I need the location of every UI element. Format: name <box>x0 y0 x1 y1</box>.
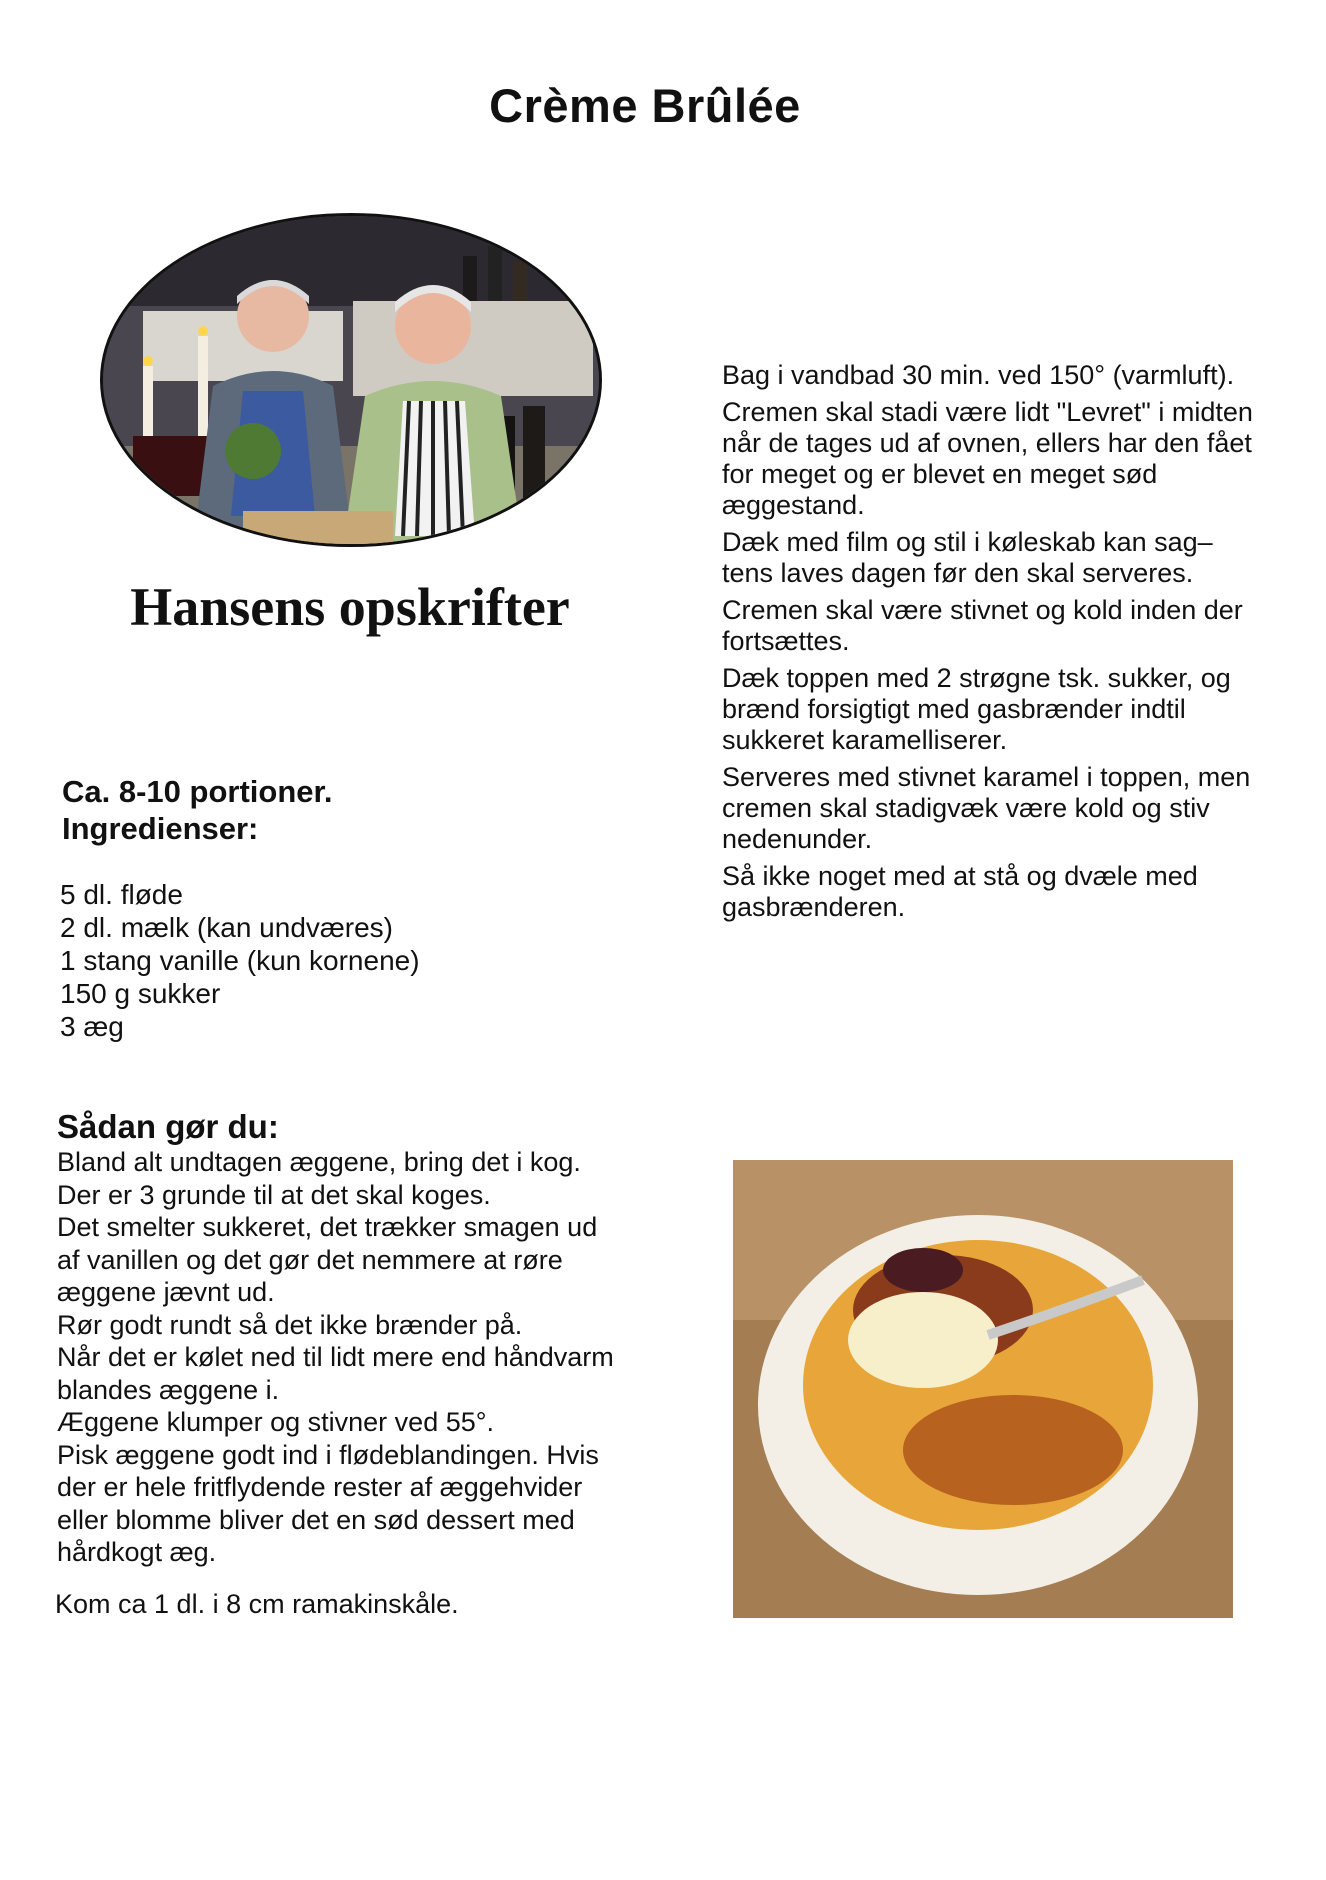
baking-paragraph: Så ikke noget med at stå og dvæle med gasbrænderen. <box>722 861 1198 922</box>
baking-paragraph: Bag i vandbad 30 min. ved 150° (varmluft). <box>722 360 1235 390</box>
method-line: Bland alt undtagen æggene, bring det i kog. <box>57 1147 581 1177</box>
chef-photo-illustration <box>103 216 599 544</box>
method-line: Det smelter sukkeret, det trækker smagen ud <box>57 1212 598 1242</box>
method-text <box>57 1146 677 1569</box>
ingredient-item: 2 dl. mælk (kan undværes) <box>60 912 394 943</box>
ingredients-heading: Ingredienser: <box>62 811 259 846</box>
method-line: Æggene klumper og stivner ved 55°. <box>57 1407 495 1437</box>
chef-photo <box>100 213 602 547</box>
method-line: Der er 3 grunde til at det skal koges. <box>57 1179 491 1210</box>
baking-instructions <box>722 360 1262 929</box>
ingredient-item: 5 dl. fløde <box>60 879 183 910</box>
creme-brulee-illustration <box>733 1160 1233 1618</box>
dessert-photo <box>733 1160 1233 1618</box>
page-title: Crème Brûlée <box>489 79 801 132</box>
baking-paragraph: Cremen skal stadi være lidt "Levret" i midten når de tages ud af ovnen, ellers har den fået for meget og er blevet en meget sød æggestand. <box>722 397 1253 520</box>
ingredient-item: 1 stang vanille (kun kornene) <box>60 945 420 976</box>
serving-note: Kom ca 1 dl. i 8 cm ramakinskåle. <box>55 1589 459 1619</box>
baking-paragraph: Dæk toppen med 2 strøgne tsk. sukker, og brænd forsigtigt med gasbrænder indtil sukkeret karamelliserer. <box>722 663 1231 755</box>
method-line: Pisk æggene godt ind i flødeblandingen. Hvis <box>57 1439 599 1470</box>
ingredient-list <box>60 878 420 1043</box>
method-line: blandes æggene i. <box>57 1374 280 1405</box>
portions: Ca. 8-10 portioner. <box>62 774 333 809</box>
ingredient-item: 3 æg <box>60 1011 124 1042</box>
method-line: af vanillen og det gør det nemmere at røre <box>57 1244 563 1275</box>
brand-heading: Hansens opskrifter <box>130 577 570 637</box>
method-heading: Sådan gør du: <box>57 1108 279 1145</box>
method-line: eller blomme bliver det en sød dessert med <box>57 1504 575 1535</box>
method-line: æggene jævnt ud. <box>57 1277 275 1307</box>
method-line: Rør godt rundt så det ikke brænder på. <box>57 1309 523 1340</box>
method-line: Når det er kølet ned til lidt mere end håndvarm <box>57 1342 614 1372</box>
method-line: der er hele fritflydende rester af æggehvider <box>57 1472 583 1502</box>
baking-paragraph: Dæk med film og stil i køleskab kan sag–tens laves dagen før den skal serveres. <box>722 527 1213 588</box>
baking-paragraph: Serveres med stivnet karamel i toppen, men cremen skal stadigvæk være kold og stiv nedenunder. <box>722 762 1251 854</box>
ingredient-item: 150 g sukker <box>60 978 221 1009</box>
method-line: hårdkogt æg. <box>57 1537 217 1567</box>
baking-paragraph: Cremen skal være stivnet og kold inden der fortsættes. <box>722 595 1243 656</box>
